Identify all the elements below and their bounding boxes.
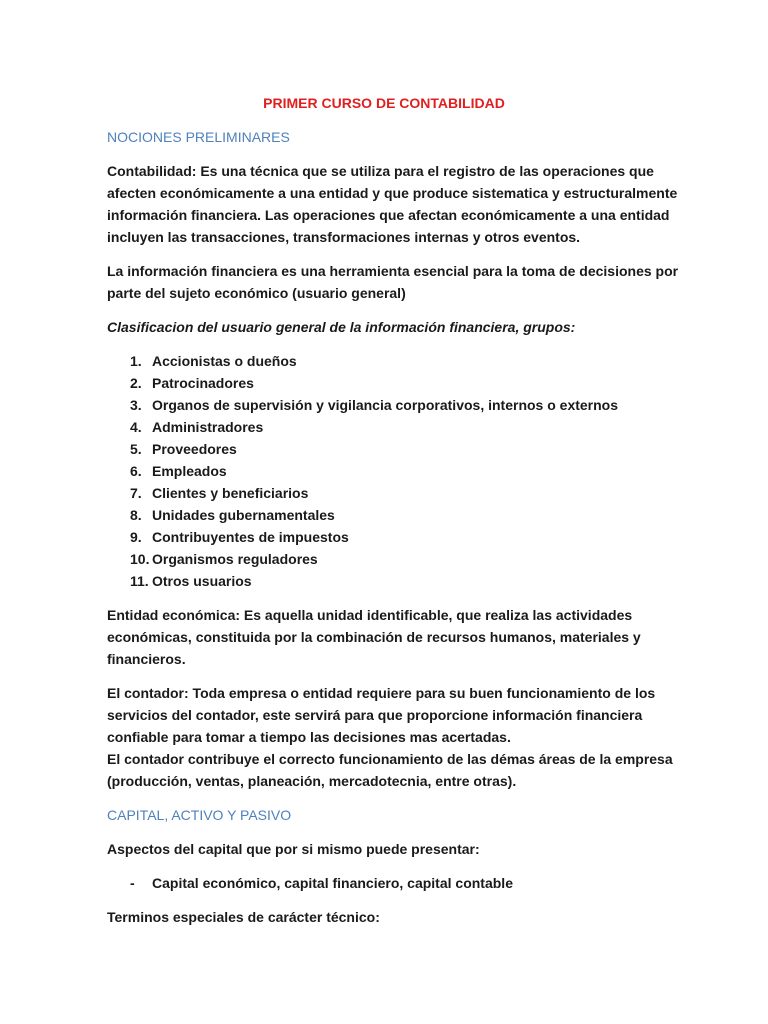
section-heading-nociones: NOCIONES PRELIMINARES <box>107 129 290 145</box>
section-heading-capital: CAPITAL, ACTIVO Y PASIVO <box>107 807 292 823</box>
list-item-number: 7. <box>130 485 142 501</box>
paragraph-line: financieros. <box>107 651 186 667</box>
list-item: Empleados <box>152 463 227 479</box>
paragraph-line: económicas, constituida por la combinación de recursos humanos, materiales y <box>107 629 641 645</box>
list-item: Organismos reguladores <box>152 551 318 567</box>
paragraph-line: La información financiera es una herramienta esencial para la toma de decisiones por <box>107 263 679 279</box>
paragraph-line: servicios del contador, este servirá para que proporcione información financiera <box>107 707 643 723</box>
bullet-dash: - <box>130 875 135 891</box>
paragraph-line: confiable para tomar a tiempo las decisiones mas acertadas. <box>107 729 511 745</box>
list-item-number: 10. <box>130 551 150 567</box>
paragraph-line: (producción, ventas, planeación, mercadotecnia, entre otras). <box>107 773 517 789</box>
paragraph-terminos: Terminos especiales de carácter técnico: <box>107 909 380 925</box>
list-item: Contribuyentes de impuestos <box>152 529 349 545</box>
list-item-number: 1. <box>130 353 142 369</box>
list-item-number: 4. <box>130 419 142 435</box>
paragraph-line: El contador: Toda empresa o entidad requiere para su buen funcionamiento de los <box>107 685 656 701</box>
paragraph-line: afecten económicamente a una entidad y que produce sistematica y estructuralmente <box>107 185 678 201</box>
list-item-number: 3. <box>130 397 142 413</box>
paragraph-line: El contador contribuye el correcto funcionamiento de las démas áreas de la empresa <box>107 751 673 767</box>
list-item: Otros usuarios <box>152 573 252 589</box>
list-item: Unidades gubernamentales <box>152 507 335 523</box>
paragraph-aspectos: Aspectos del capital que por si mismo puede presentar: <box>107 841 480 857</box>
list-item: Administradores <box>152 419 264 435</box>
list-item-number: 8. <box>130 507 142 523</box>
list-item-number: 11. <box>130 573 149 589</box>
paragraph-line: Contabilidad: Es una técnica que se utiliza para el registro de las operaciones que <box>107 163 654 179</box>
list-item-number: 6. <box>130 463 142 479</box>
bullet-item: Capital económico, capital financiero, capital contable <box>152 875 513 891</box>
list-item: Organos de supervisión y vigilancia corporativos, internos o externos <box>152 397 619 413</box>
paragraph-line: parte del sujeto económico (usuario general) <box>107 285 406 301</box>
list-item: Accionistas o dueños <box>152 353 297 369</box>
list-item: Proveedores <box>152 441 237 457</box>
list-item-number: 2. <box>130 375 142 391</box>
list-item: Clientes y beneficiarios <box>152 485 309 501</box>
paragraph-line: incluyen las transacciones, transformaciones internas y otros eventos. <box>107 229 581 245</box>
paragraph-line: Entidad económica: Es aquella unidad identificable, que realiza las actividades <box>107 607 633 623</box>
paragraph-line: información financiera. Las operaciones que afectan económicamente a una entidad <box>107 207 670 223</box>
paragraph-clasificacion: Clasificacion del usuario general de la información financiera, grupos: <box>107 319 576 335</box>
document-title: PRIMER CURSO DE CONTABILIDAD <box>263 95 505 111</box>
list-item: Patrocinadores <box>152 375 254 391</box>
list-item-number: 5. <box>130 441 142 457</box>
list-item-number: 9. <box>130 529 142 545</box>
